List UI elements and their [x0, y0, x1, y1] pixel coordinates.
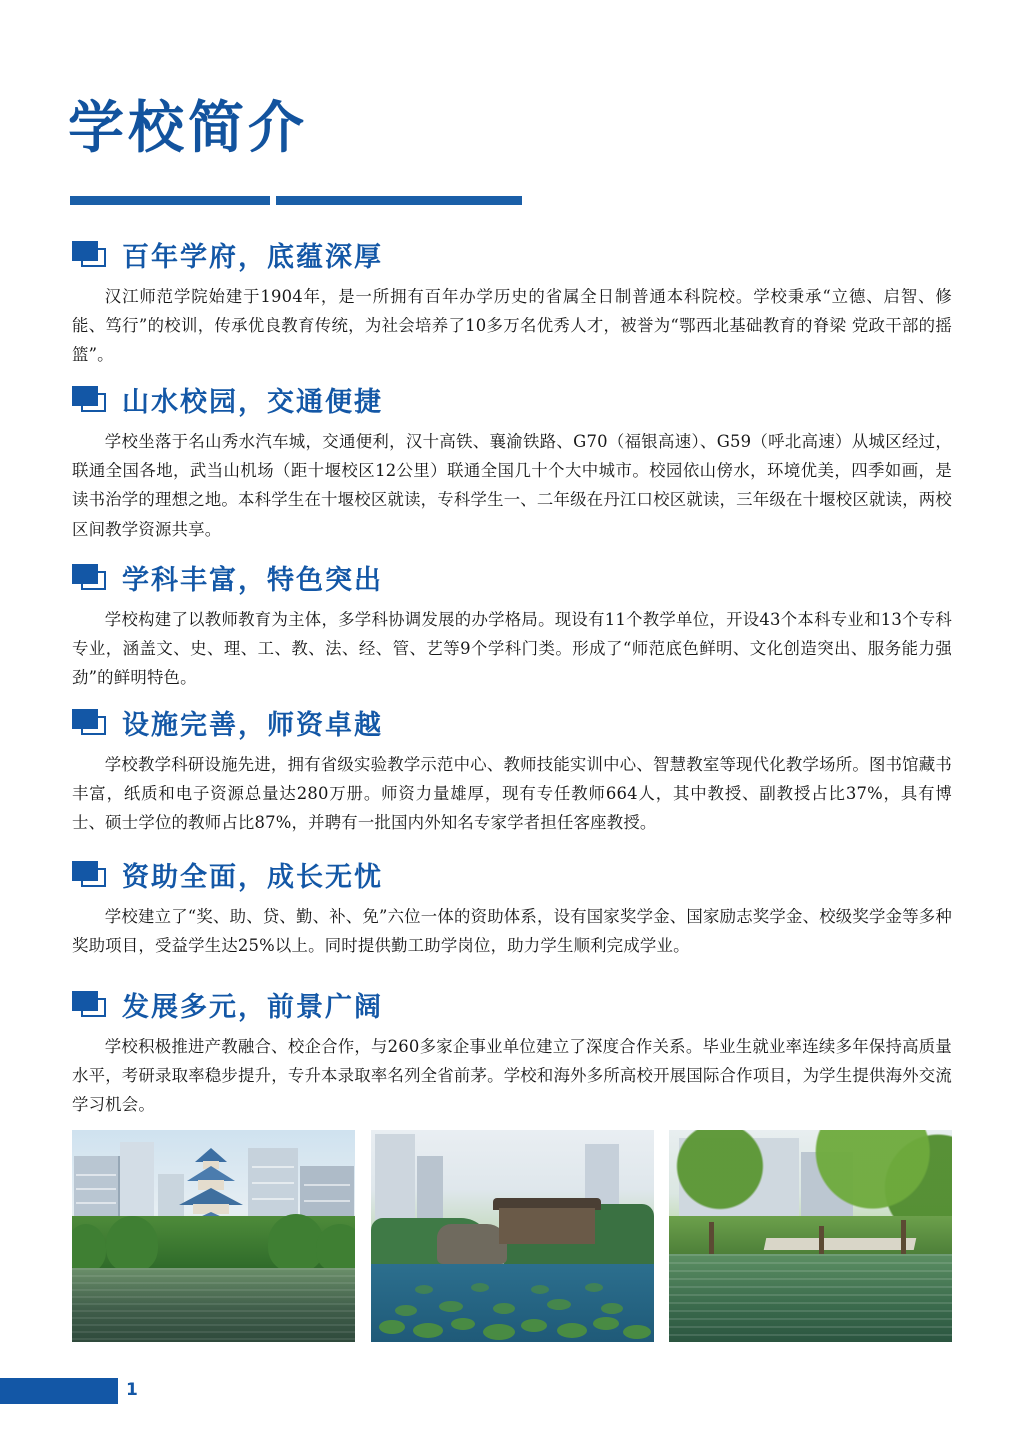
section-development-prospects	[72, 985, 952, 1120]
square-marker-icon	[72, 386, 108, 414]
section-title: 学科丰富，特色突出	[122, 565, 383, 596]
footer-accent-bar	[0, 1378, 118, 1404]
section-campus-transport	[72, 380, 952, 544]
section-header	[72, 985, 952, 1024]
page-footer	[0, 1378, 1024, 1408]
title-underline-gap	[270, 196, 276, 205]
campus-lakeside-photo	[669, 1130, 952, 1342]
section-header	[72, 558, 952, 597]
section-facilities-faculty	[72, 703, 952, 838]
section-title: 设施完善，师资卓越	[122, 710, 383, 741]
section-history	[72, 235, 952, 370]
square-marker-icon	[72, 564, 108, 592]
section-disciplines	[72, 558, 952, 693]
section-title: 百年学府，底蕴深厚	[122, 242, 383, 273]
square-marker-icon	[72, 991, 108, 1019]
section-body: 学校建立了“奖、助、贷、勤、补、免”六位一体的资助体系，设有国家奖学金、国家励志奖学金、校级奖学金等多种奖助项目，受益学生达25%以上。同时提供勤工助学岗位，助力学生顺利完成学业。	[72, 907, 952, 956]
section-title: 发展多元，前景广阔	[122, 992, 383, 1023]
photo-gallery	[72, 1130, 952, 1342]
page-number: 1	[126, 1380, 138, 1400]
page-title: 学校简介	[68, 96, 308, 161]
section-title: 山水校园，交通便捷	[122, 387, 383, 418]
section-body: 学校教学科研设施先进，拥有省级实验教学示范中心、教师技能实训中心、智慧教室等现代化教学场所。图书馆藏书丰富，纸质和电子资源总量达280万册。师资力量雄厚，现有专任教师664人，其中教授、副教授占比37%，具有博士、硕士学位的教师占比87%，并聘有一批国内外知名专家学者担任客座教授。	[72, 755, 952, 833]
section-body: 学校构建了以教师教育为主体，多学科协调发展的办学格局。现设有11个教学单位，开设43个本科专业和13个专科专业，涵盖文、史、理、工、教、法、经、管、艺等9个学科门类。形成了“师范底色鲜明、文化创造突出、服务能力强劲”的鲜明特色。	[72, 610, 952, 688]
campus-lotus-pond-photo	[371, 1130, 654, 1342]
section-header	[72, 703, 952, 742]
section-body: 学校坐落于名山秀水汽车城，交通便利，汉十高铁、襄渝铁路、G70（福银高速）、G59（呼北高速）从城区经过，联通全国各地，武当山机场（距十堰校区12公里）联通全国几十个大中城市。校园依山傍水，环境优美，四季如画，是读书治学的理想之地。本科学生在十堰校区就读，专科学生一、二年级在丹江口校区就读，三年级在十堰校区就读，两校区间教学资源共享。	[72, 432, 952, 539]
section-body: 学校积极推进产教融合、校企合作，与260多家企事业单位建立了深度合作关系。毕业生就业率连续多年保持高质量水平，考研录取率稳步提升，专升本录取率名列全省前茅。学校和海外多所高校开展国际合作项目，为学生提供海外交流学习机会。	[72, 1037, 952, 1115]
campus-pagoda-photo	[72, 1130, 355, 1342]
section-header	[72, 855, 952, 894]
section-header	[72, 380, 952, 419]
square-marker-icon	[72, 709, 108, 737]
section-title: 资助全面，成长无忧	[122, 862, 383, 893]
title-underline	[70, 196, 522, 205]
section-financial-aid	[72, 855, 952, 960]
square-marker-icon	[72, 241, 108, 269]
square-marker-icon	[72, 861, 108, 889]
section-body: 汉江师范学院始建于1904年，是一所拥有百年办学历史的省属全日制普通本科院校。学校秉承“立德、启智、修能、笃行”的校训，传承优良教育传统，为社会培养了10多万名优秀人才，被誉为“鄂西北基础教育的脊梁 党政干部的摇篮”。	[72, 287, 952, 365]
section-header	[72, 235, 952, 274]
